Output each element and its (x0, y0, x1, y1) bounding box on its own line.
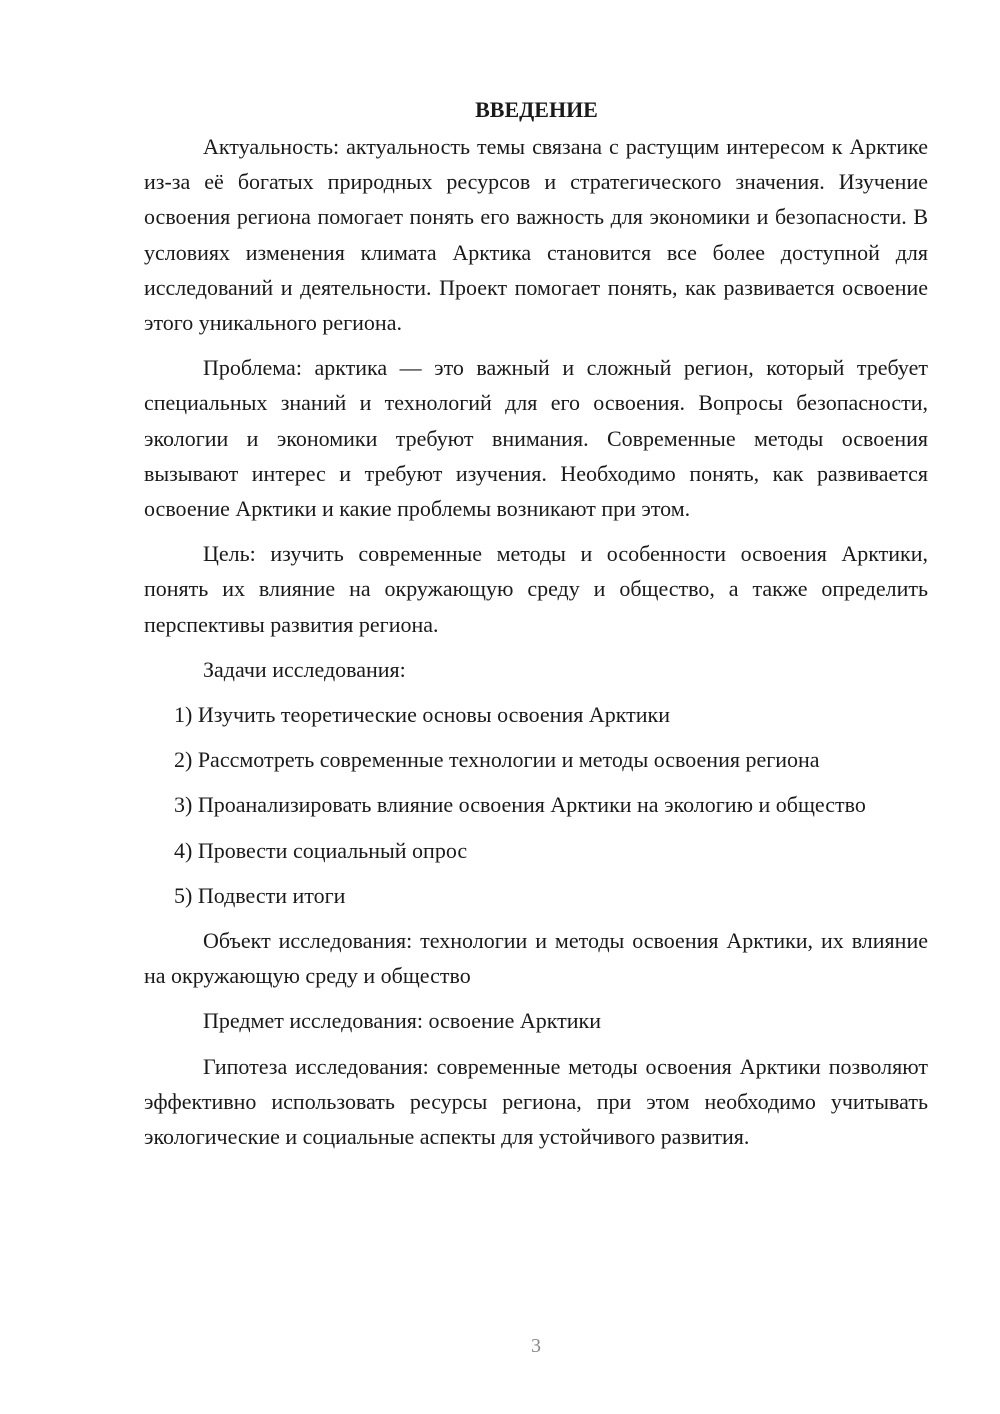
hypothesis-paragraph: Гипотеза исследования: современные методы освоения Арктики позволяют эффективно использовать ресурсы региона, при этом необходимо учитывать экологические и социальные аспекты для устойчивого развития. (144, 1053, 928, 1150)
section-title: ВВЕДЕНИЕ (475, 97, 598, 122)
subject-paragraph: Предмет исследования: освоение Арктики (203, 1008, 601, 1034)
task-item: 5) Подвести итоги (174, 882, 346, 908)
task-item: 2) Рассмотреть современные технологии и методы освоения региона (174, 747, 820, 773)
goal-paragraph: Цель: изучить современные методы и особенности освоения Арктики, понять их влияние на окружающую среду и общество, а также определить перспективы развития региона. (144, 541, 928, 637)
problem-paragraph: Проблема: арктика — это важный и сложный регион, который требует специальных знаний и технологий для его освоения. Вопросы безопасности, экологии и экономики требуют внимания. Современные методы освоения вызывают интерес и требуют изучения. Необходимо понять, как развивается освоение Арктики и какие проблемы возникают при этом. (144, 355, 928, 522)
task-item: 4) Провести социальный опрос (174, 837, 468, 863)
relevance-paragraph: Актуальность: актуальность темы связана с растущим интересом к Арктике из-за её богатых природных ресурсов и стратегического значения. Изучение освоения региона помогает понять его важность для экономики и безопасности. В условиях изменения климата Арктика становится все более доступной для исследований и деятельности. Проект помогает понять, как развивается освоение этого уникального региона. (144, 134, 928, 336)
task-item: 3) Проанализировать влияние освоения Арктики на экологию и общество (174, 792, 866, 818)
task-item: 1) Изучить теоретические основы освоения Арктики (174, 702, 670, 728)
page-number: 3 (531, 1335, 541, 1357)
object-paragraph: Объект исследования: технологии и методы освоения Арктики, их влияние на окружающую среду и общество (144, 928, 928, 989)
document-page (144, 92, 928, 1164)
tasks-heading: Задачи исследования: (203, 656, 406, 682)
